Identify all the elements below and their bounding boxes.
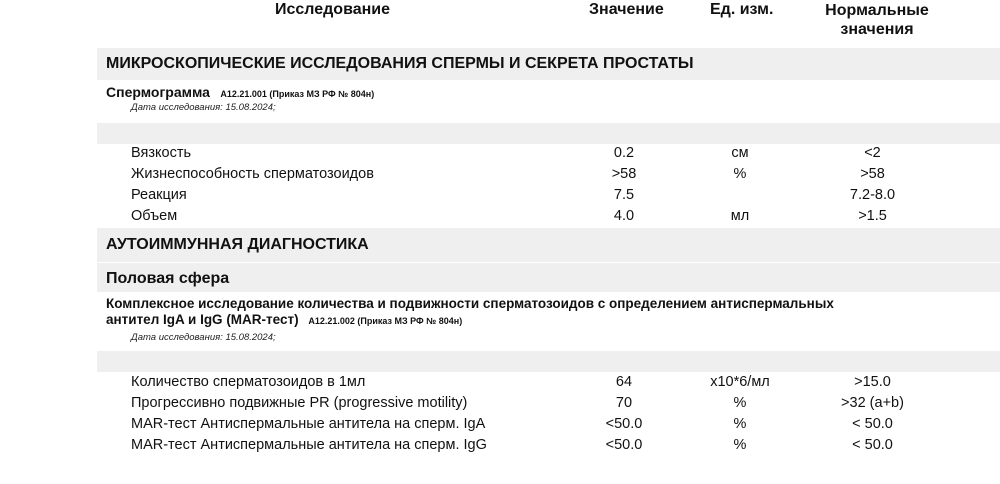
- unit-cell: %: [733, 166, 747, 182]
- value-cell: 70: [615, 395, 633, 411]
- table-row: [0, 437, 1000, 458]
- table-row: [0, 208, 1000, 229]
- table-row: [0, 374, 1000, 395]
- section-title: АУТОИММУННАЯ ДИАГНОСТИКА: [106, 236, 369, 253]
- test-code: A12.21.002 (Приказ МЗ РФ № 804н): [308, 316, 463, 326]
- subsection-title: Половая сфера: [106, 270, 230, 287]
- test-name-line2: антител IgA и IgG (MAR-тест): [106, 312, 299, 327]
- unit-cell: %: [733, 395, 747, 411]
- test-name-cell: MAR-тест Антиспермальные антитела на сперм. IgG: [131, 437, 487, 453]
- norm-cell: >58: [860, 166, 885, 182]
- unit-cell: см: [731, 145, 749, 161]
- norm-cell: 7.2-8.0: [849, 187, 896, 203]
- header-norm-line1: Нормальные: [825, 2, 929, 19]
- header-norm-line2: значения: [840, 21, 914, 38]
- test-date: Дата исследования: 15.08.2024;: [131, 102, 276, 113]
- test-name-cell: Жизнеспособность сперматозоидов: [131, 166, 374, 182]
- table-row: [0, 187, 1000, 208]
- test-name: Спермограмма: [106, 84, 210, 100]
- section-title: МИКРОСКОПИЧЕСКИЕ ИССЛЕДОВАНИЯ СПЕРМЫ И СЕКРЕТА ПРОСТАТЫ: [106, 55, 694, 72]
- test-name-cell: Прогрессивно подвижные PR (progressive motility): [131, 395, 468, 411]
- header-norm: [812, 1, 942, 39]
- unit-cell: мл: [730, 208, 750, 224]
- table-row: [0, 416, 1000, 437]
- norm-cell: >1.5: [858, 208, 887, 224]
- spacer-band: [97, 123, 1000, 144]
- value-cell: >58: [611, 166, 637, 182]
- spacer-band: [97, 351, 1000, 372]
- unit-cell: %: [733, 437, 747, 453]
- table-row: [0, 145, 1000, 166]
- value-cell: 7.5: [613, 187, 635, 203]
- value-cell: 64: [615, 374, 633, 390]
- unit-cell: %: [733, 416, 747, 432]
- test-date: Дата исследования: 15.08.2024;: [131, 332, 276, 343]
- value-cell: <50.0: [605, 416, 643, 432]
- unit-cell: x10*6/мл: [710, 374, 770, 390]
- norm-cell: <2: [864, 145, 881, 161]
- header-unit: Ед. изм.: [710, 1, 774, 18]
- norm-cell: < 50.0: [852, 437, 893, 453]
- subsection-band: [97, 263, 1000, 292]
- header-test: Исследование: [275, 1, 390, 18]
- norm-cell: >32 (a+b): [841, 395, 904, 411]
- value-cell: 4.0: [613, 208, 635, 224]
- value-cell: 0.2: [613, 145, 635, 161]
- norm-cell: >15.0: [854, 374, 891, 390]
- test-name-cell: Реакция: [131, 187, 187, 203]
- test-heading: [106, 84, 374, 102]
- header-value: Значение: [589, 1, 664, 18]
- test-name-cell: Вязкость: [131, 145, 192, 161]
- test-code: A12.21.001 (Приказ МЗ РФ № 804н): [220, 89, 375, 99]
- test-name-cell: MAR-тест Антиспермальные антитела на сперм. IgA: [131, 416, 486, 432]
- test-heading: [106, 296, 834, 329]
- test-name-cell: Объем: [131, 208, 178, 224]
- value-cell: <50.0: [605, 437, 643, 453]
- table-row: [0, 395, 1000, 416]
- table-row: [0, 166, 1000, 187]
- test-name-cell: Количество сперматозоидов в 1мл: [131, 374, 366, 390]
- norm-cell: < 50.0: [852, 416, 893, 432]
- test-name-line1: Комплексное исследование количества и подвижности сперматозоидов с определением антиспермальных: [106, 296, 834, 311]
